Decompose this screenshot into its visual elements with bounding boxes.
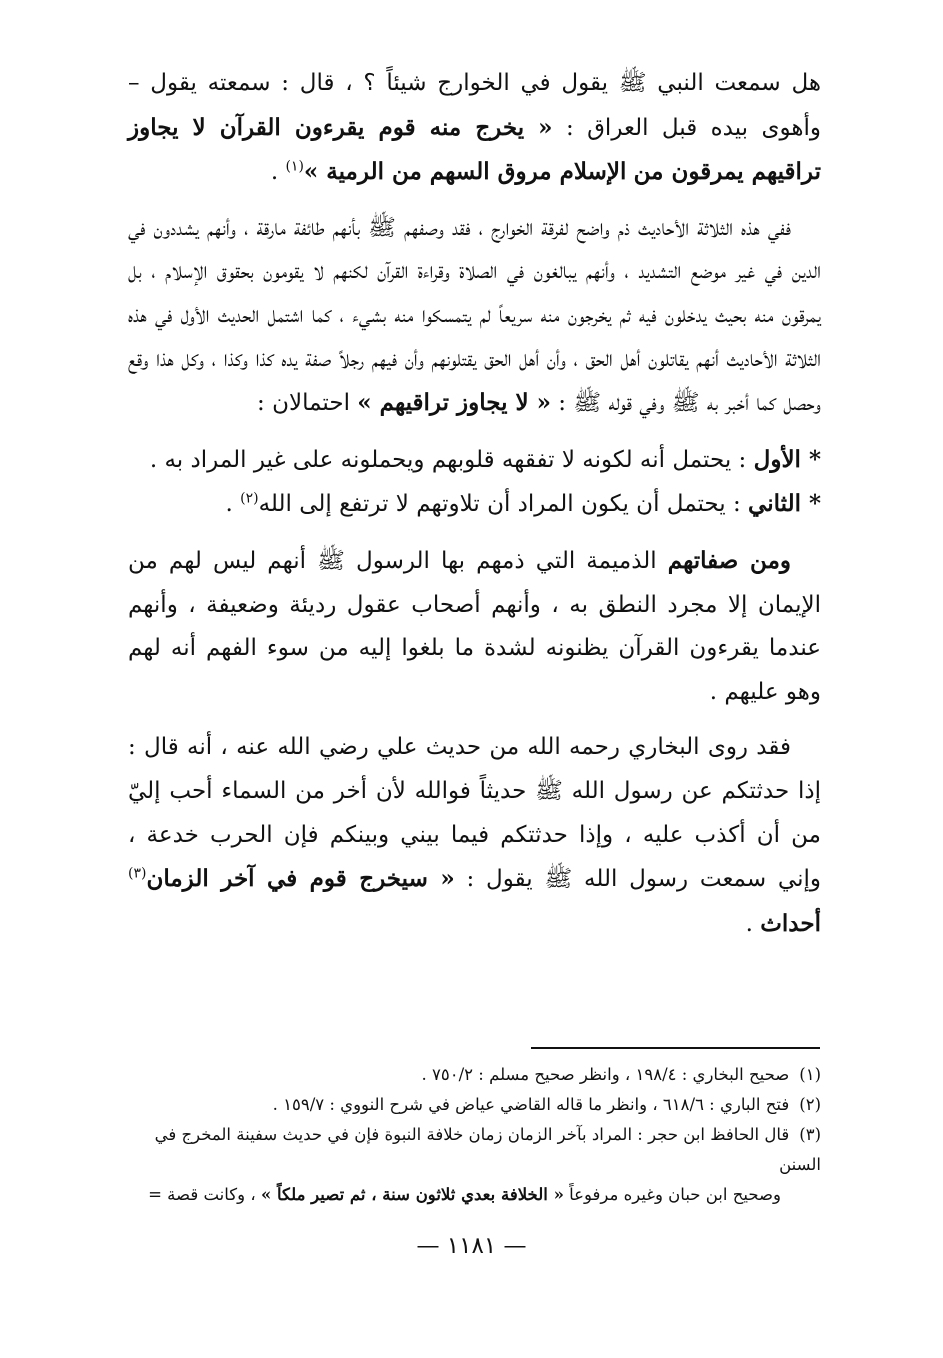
list-item-second-label: * الثاني [748,490,821,518]
footnote-2 [128,1090,821,1120]
page-number: — ١١٨١ — [416,1233,527,1259]
footnote-ref-1[interactable]: (١) [285,158,304,175]
paragraph-1-line-2-lead: بيده قبل العراق : [552,114,749,141]
footnote-ref-2[interactable]: (٢) [240,490,259,507]
paragraph-4 [128,726,821,946]
footnotes [128,1060,821,1210]
footnote-3-text: قال الحافظ ابن حجر : المراد بآخر الزمان زمان خلافة النبوة فإن في حديث سفينة المخرج في السنن [154,1125,821,1174]
hadith-quote-2: « لا يجاوز تراقيهم » [357,389,551,417]
main-text [128,62,821,946]
paragraph-2-text: ففي هذه الثلاثة الأحاديث ذم واضح لفرقة الخوارج ، فقد وصفهم ﷺ بأنهم طائفة مارقة ، وأنهم يشددون في الدين في غير موضع التشديد ، وأنهم يبالغون في الصلاة وقراءة القرآن لكنهم لا يقومون بحقوق الإسلام ، بل يمرقون منه بحيث يدخلون فيه ثم يخرجون منه سريعاً لم يتمسكوا منه بشيء ، كما اشتمل الحديث الأول في هذه الثلاثة الأحاديث أنهم يقاتلون أهل الحق ، وأن أهل الحق يقتلونهم وأن فيهم رجلاً صفة يده كذا وكذا ، وكل هذا وقع وحصل كما أخبر به ﷺ وفي قوله ﷺ : [128,214,821,417]
footnote-3 [128,1120,821,1180]
paragraph-3-text: الذميمة التي ذمهم بها الرسول ﷺ أنهم ليس لهم من الإيمان إلا مجرد النطق به ، وأنهم أصحاب عقول رديئة وضعيفة ، وأنهم عندما يقرءون القرآن يظنونه لشدة ما بلغوا إليه من سوء الفهم أنه لهم وهو عليهم . [128,547,821,705]
footnote-divider [531,1047,820,1049]
list-item-second-text: : يحتمل أن يكون المراد أن تلاوتهم لا ترتفع إلى الله [258,491,749,518]
paragraph-3 [128,539,821,714]
footnote-1 [128,1060,821,1090]
list-item-second-end: . [225,491,241,518]
paragraph-2 [128,207,821,426]
list-item-second [128,482,821,527]
hadith-quote-1-end: الإسلام مروق السهم من الرمية » [303,158,627,186]
footnote-3-quote: « الخلافة بعدي ثلاثون سنة ، ثم تصير ملكاً » [260,1185,564,1204]
hadith-quote-3-cont: أحداث [760,909,821,937]
paragraph-4-end: . [745,910,761,937]
list-item-first [128,438,821,483]
list-item-first-text: : يحتمل أنه لكونه لا تفقهه قلوبهم ويحملونه على غير المراد به . [149,446,754,473]
list-item-first-label: * الأول [753,445,821,473]
footnote-1-number: (١) [799,1065,821,1084]
footnote-3-cont-end: ، وكانت قصة = [148,1185,261,1204]
footnote-2-text: فتح الباري : ٦١٨/٦ ، وانظر ما قاله القاضي عياض في شرح النووي : ١٥٩/٧ . [272,1095,790,1114]
paragraph-1-line-1: هل سمعت النبي ﷺ يقول في الخوارج شيئاً ؟ ، قال : سمعته يقول – وأهوى [128,70,821,141]
footnote-1-text: صحيح البخاري : ١٩٨/٤ ، وانظر صحيح مسلم : ٧٥٠/٢ . [421,1065,790,1084]
footnote-3-number: (٣) [799,1125,821,1144]
footnote-3-cont-text: وصحيح ابن حبان وغيره مرفوعاً [563,1185,781,1204]
paragraph-3-lead: ومن صفاتهم [667,546,791,574]
footnote-3-continued [128,1180,821,1210]
paragraph-4-text: فقد روى البخاري رحمه الله من حديث علي رضي الله عنه ، أنه قال : إذا حدثتكم عن رسول الله ﷺ حديثاً فوالله لأن أخر من السماء أحب إليّ من أن أكذب عليه ، وإذا حدثتكم فيما بيني وبينكم فإن الحرب خدعة ، وإني سمعت رسول الله ﷺ يقول : [128,734,821,893]
hadith-quote-3: « سيخرج قوم في آخر الزمان [146,865,455,893]
hadith-quote-1: « يخرج منه قوم يقرءون القرآن لا يجاوز تراقيهم يمرقون من [128,113,821,186]
paragraph-1-end: . [270,159,286,186]
paragraph-1 [128,62,821,195]
footnote-ref-3[interactable]: (٣) [128,865,147,882]
paragraph-2-end: احتمالان : [257,390,358,417]
footnote-2-number: (٢) [799,1095,821,1114]
